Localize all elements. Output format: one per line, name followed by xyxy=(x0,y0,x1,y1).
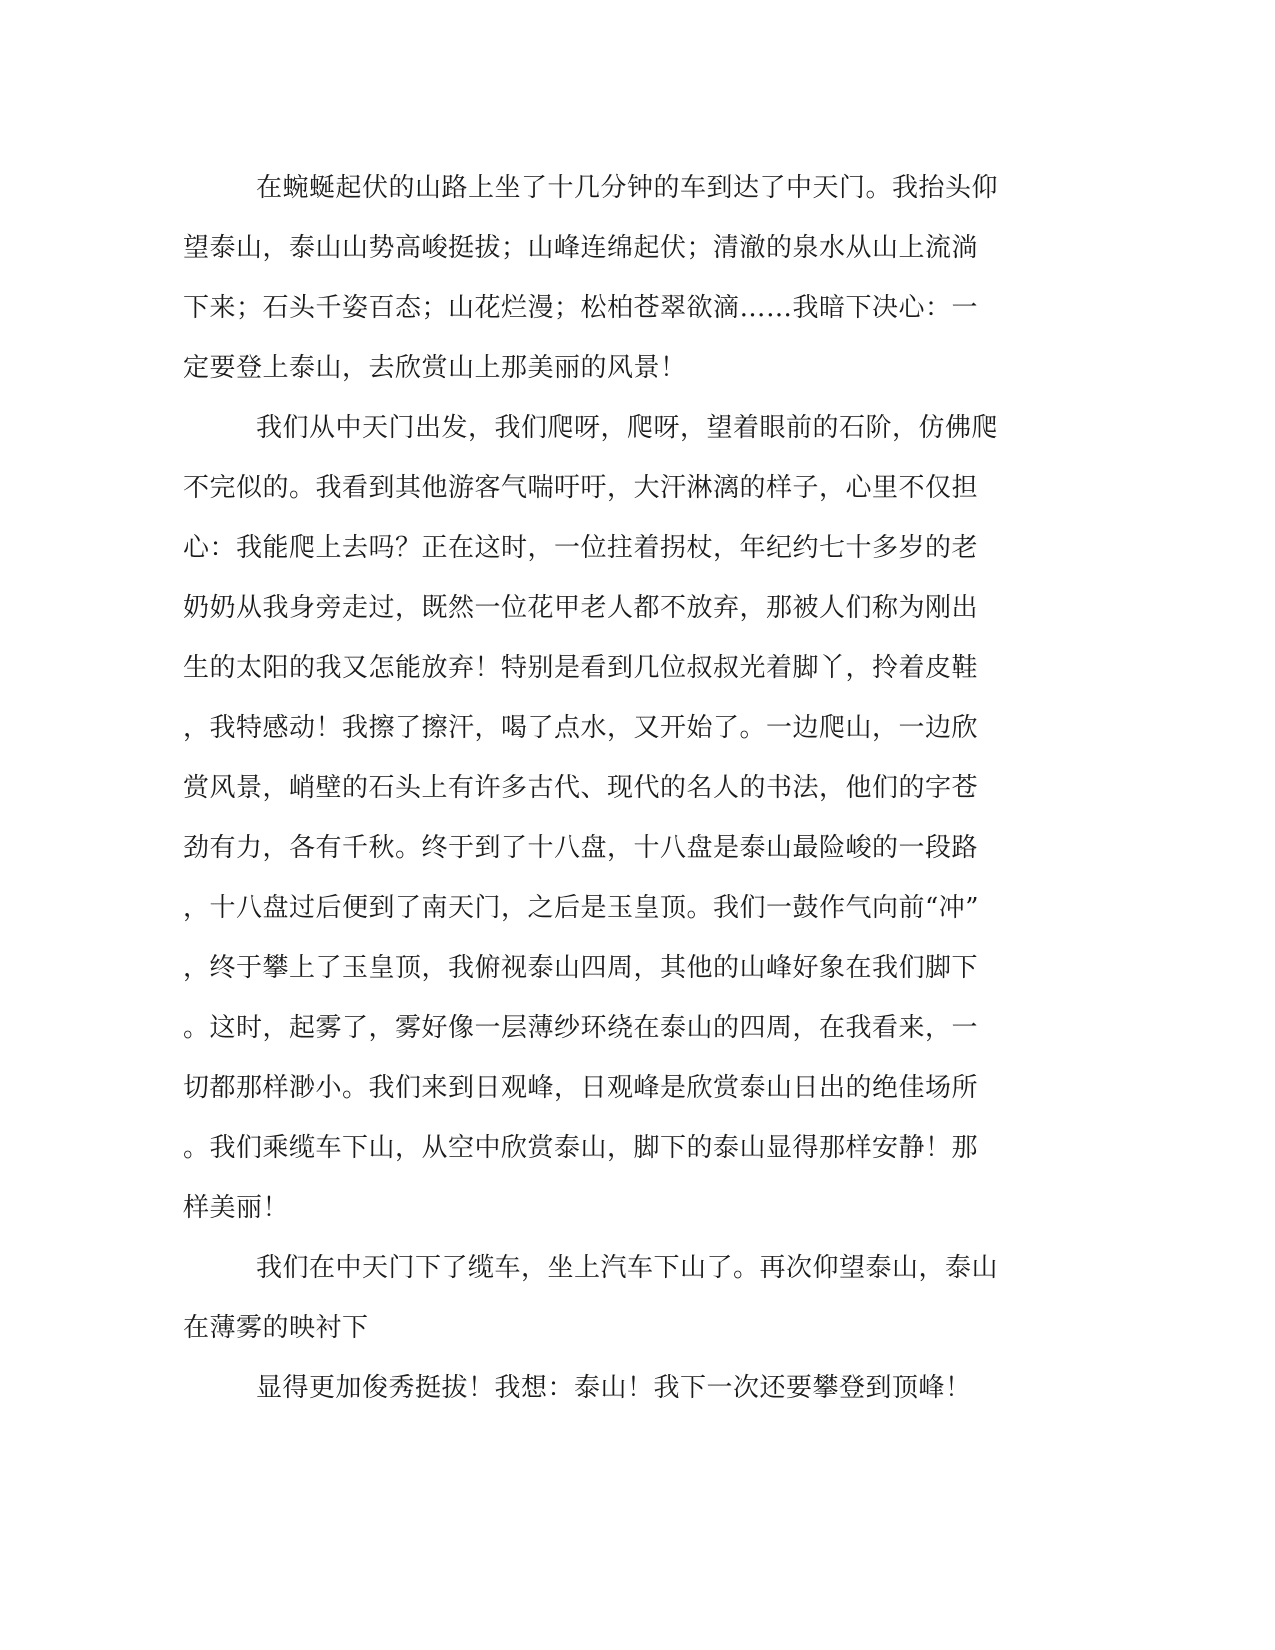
text-line: 赏风景，峭壁的石头上有许多古代、现代的名人的书法，他们的字苍 xyxy=(183,773,979,803)
paragraph-arrival xyxy=(183,158,1037,398)
text-line: ，我特感动！我擦了擦汗，喝了点水，又开始了。一边爬山，一边欣 xyxy=(183,713,979,743)
text-line: 样美丽！ xyxy=(183,1193,290,1223)
text-line: 劲有力，各有千秋。终于到了十八盘，十八盘是泰山最险峻的一段路 xyxy=(183,833,979,863)
text-line: 切都那样渺小。我们来到日观峰，日观峰是欣赏泰山日出的绝佳场所 xyxy=(183,1073,979,1103)
text-line: 显得更加俊秀挺拔！我想：泰山！我下一次还要攀登到顶峰！ xyxy=(256,1373,972,1403)
text-line: 望泰山，泰山山势高峻挺拔；山峰连绵起伏；清澈的泉水从山上流淌 xyxy=(183,233,979,263)
text-line: 不完似的。我看到其他游客气喘吁吁，大汗淋漓的样子，心里不仅担 xyxy=(183,473,979,503)
text-line: ，终于攀上了玉皇顶，我俯视泰山四周，其他的山峰好象在我们脚下 xyxy=(183,953,979,983)
text-line: 心：我能爬上去吗？正在这时，一位拄着拐杖，年纪约七十多岁的老 xyxy=(183,533,979,563)
text-line: 下来；石头千姿百态；山花烂漫；松柏苍翠欲滴……我暗下决心：一 xyxy=(183,293,979,323)
paragraph-closing xyxy=(183,1358,1037,1418)
text-line: 。我们乘缆车下山，从空中欣赏泰山，脚下的泰山显得那样安静！那 xyxy=(183,1133,979,1163)
text-line: 我们在中天门下了缆车，坐上汽车下山了。再次仰望泰山，泰山 xyxy=(256,1253,999,1283)
text-line: ，十八盘过后便到了南天门，之后是玉皇顶。我们一鼓作气向前“冲” xyxy=(183,893,980,923)
text-line: 定要登上泰山，去欣赏山上那美丽的风景！ xyxy=(183,353,687,383)
document-body xyxy=(183,158,1037,1418)
text-line: 在薄雾的映衬下 xyxy=(183,1313,369,1343)
text-line: 在蜿蜒起伏的山路上坐了十几分钟的车到达了中天门。我抬头仰 xyxy=(256,173,999,203)
text-line: 我们从中天门出发，我们爬呀，爬呀，望着眼前的石阶，仿佛爬 xyxy=(256,413,999,443)
text-line: 。这时，起雾了，雾好像一层薄纱环绕在泰山的四周，在我看来，一 xyxy=(183,1013,979,1043)
text-line: 奶奶从我身旁走过，既然一位花甲老人都不放弃，那被人们称为刚出 xyxy=(183,593,979,623)
text-line: 生的太阳的我又怎能放弃！特别是看到几位叔叔光着脚丫，拎着皮鞋 xyxy=(183,653,979,683)
paragraph-descent xyxy=(183,1238,1037,1358)
paragraph-climb xyxy=(183,398,1037,1238)
